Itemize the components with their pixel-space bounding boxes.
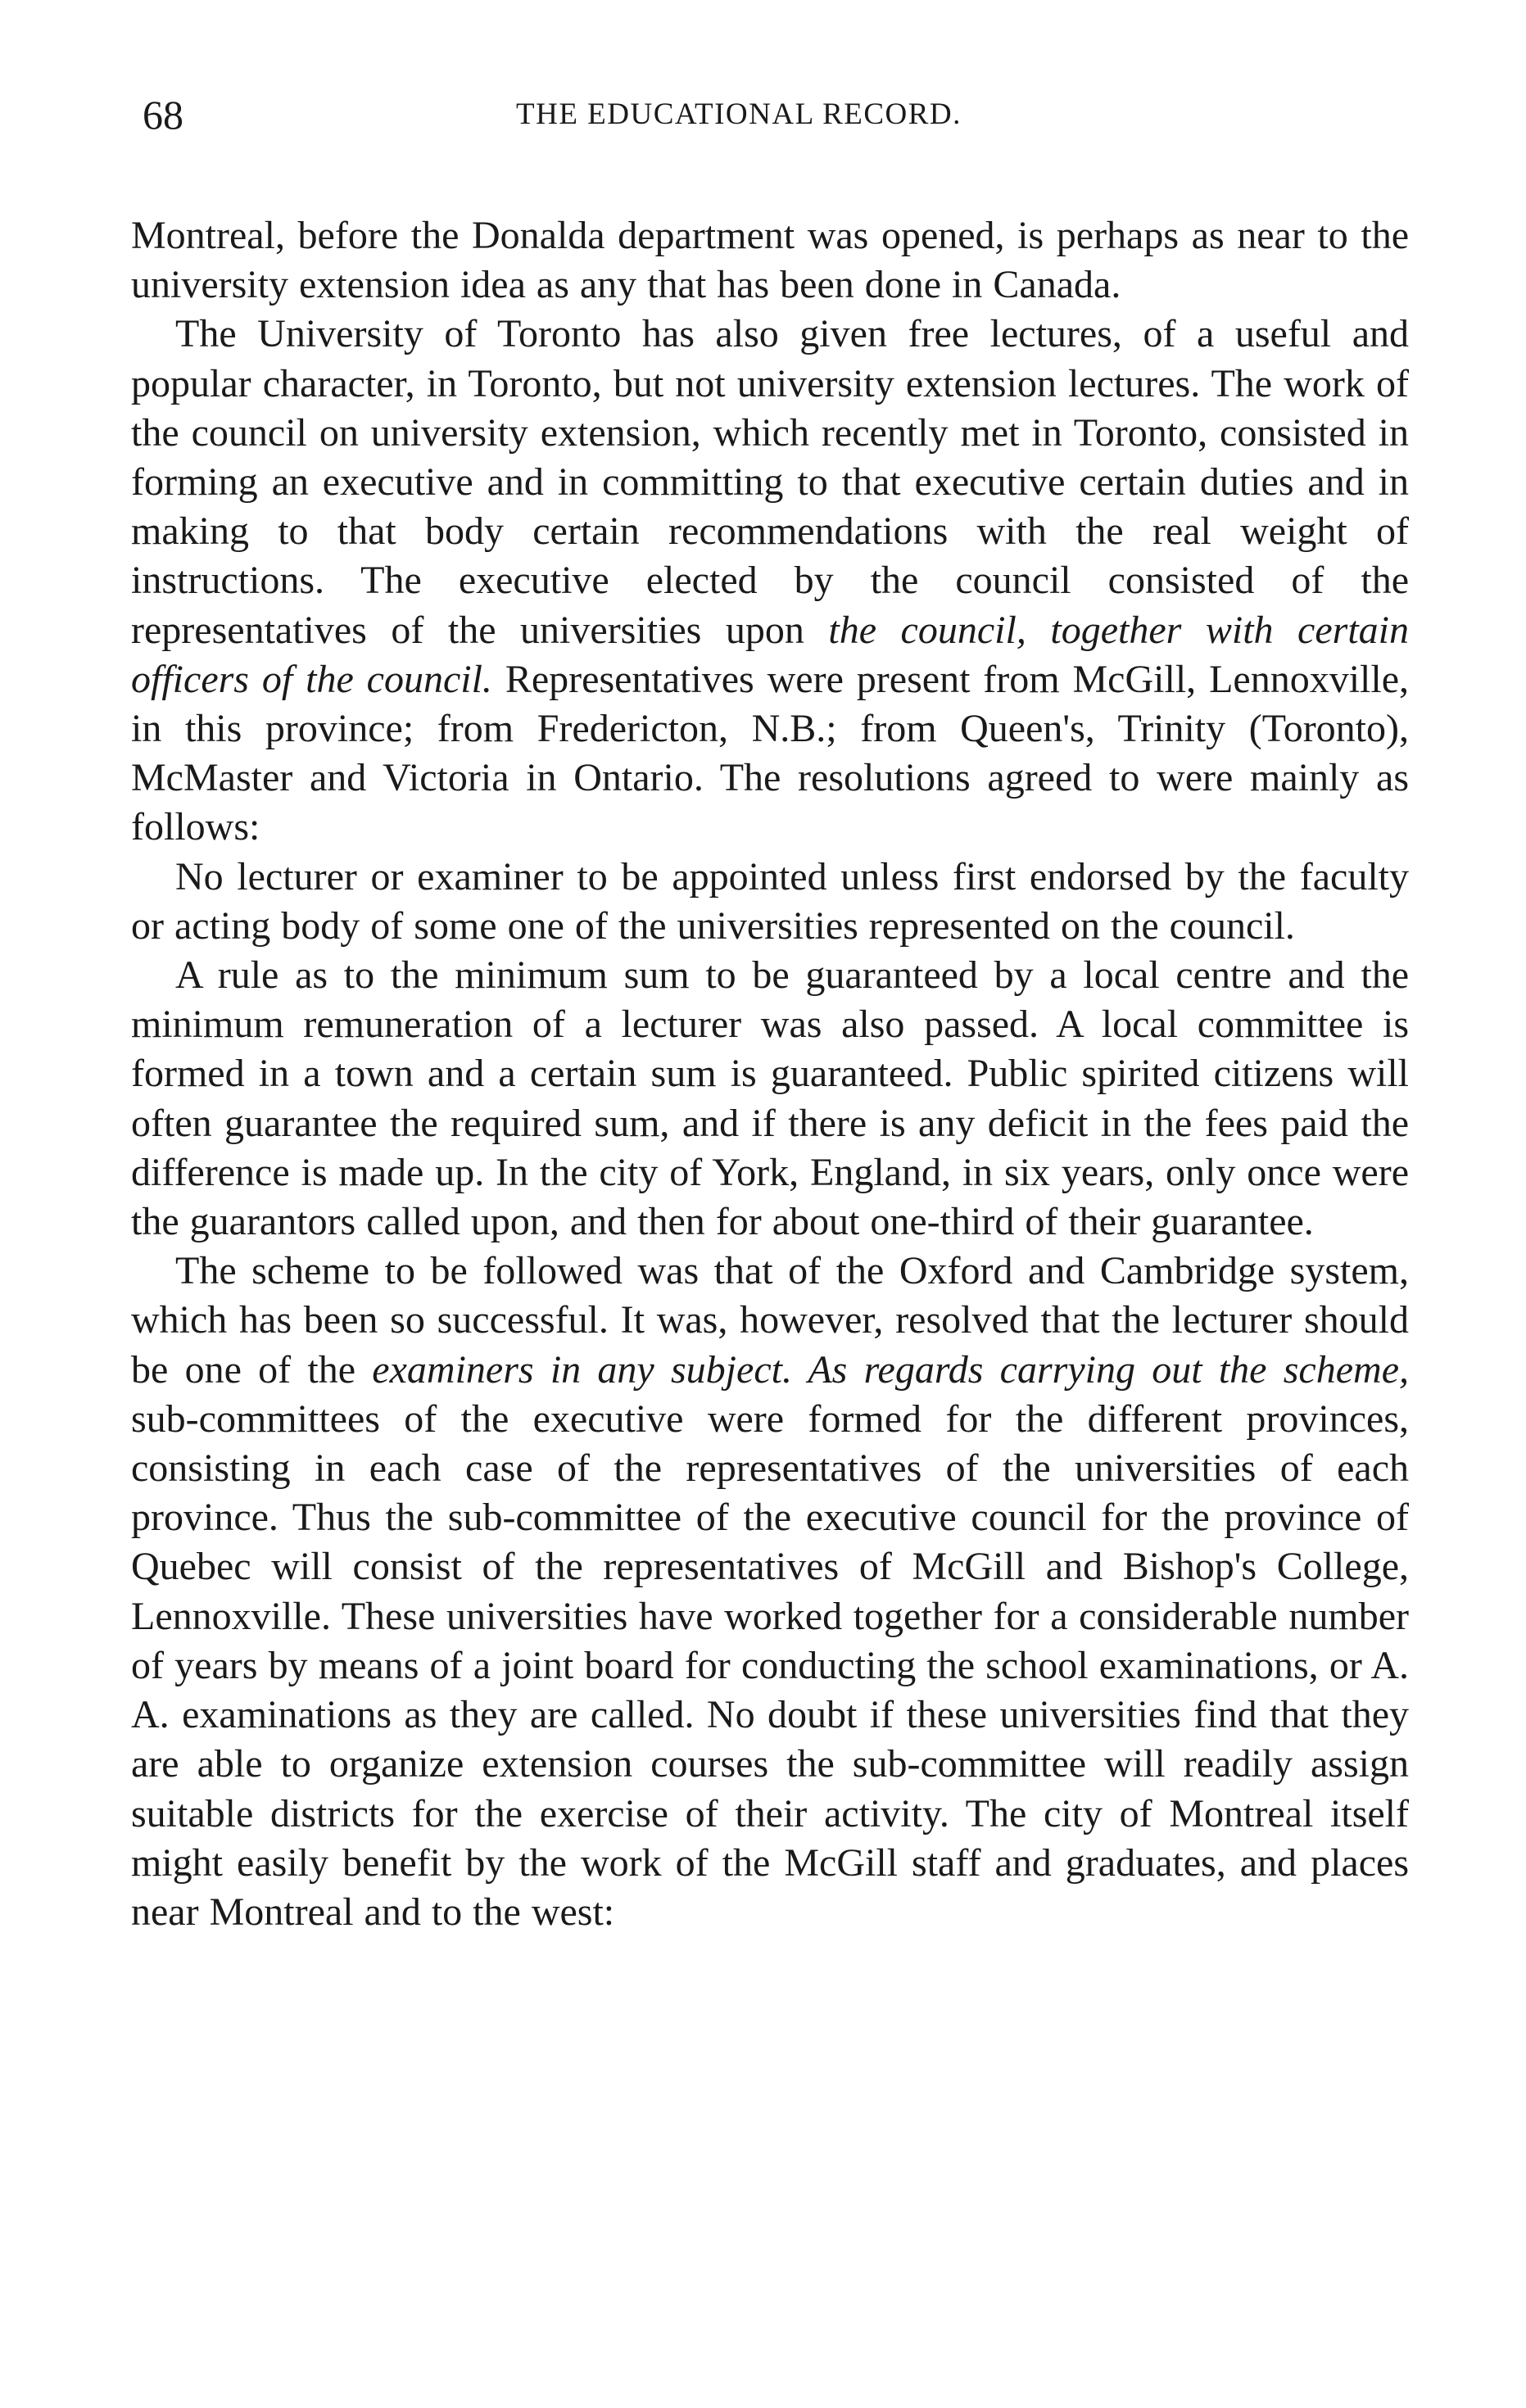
body-text [131, 211, 1409, 1937]
running-head: THE EDUCATIONAL RECORD. [516, 97, 962, 131]
paragraph-2-text-b: Representatives were present from McGill, Lennoxville, in this province; from Fredericton, N.B.; from Queen's, Trinity (Toronto), McMaster and Victoria in Ontario. The resolutions agreed to were mainly as follows: [131, 657, 1409, 849]
paragraph-2 [131, 310, 1409, 852]
paragraph-5 [131, 1247, 1409, 1937]
paragraph-2-italic: the council, together with certain officers of the council. [131, 608, 1410, 701]
page-number: 68 [143, 92, 183, 138]
paragraph-3: No lecturer or examiner to be appointed unless first endorsed by the faculty or acting body of some one of the universities represented on the council. [131, 854, 1409, 948]
paragraph-5-italic: examiners in any subject. As regards carrying out the scheme, [372, 1347, 1410, 1392]
paragraph-5-text-a: The scheme to be followed was that of the Oxford and Cambridge system, which has been so successful. It was, however, resolved that the lecturer should be one of the [131, 1249, 1409, 1392]
page-header [131, 82, 1409, 147]
paragraph-2-text-a: The University of Toronto has also given free lectures, of a useful and popular character, in Toronto, but not university extension lectures. The work of the council on university extension, which recently met in Toronto, consisted in forming an executive and in committing to that executive certain duties and in making to that body certain recommendations with the real weight of instructions. The executive elected by the council consisted of the representatives of the universities upon [131, 312, 1409, 652]
page [131, 82, 1409, 1937]
paragraph-1: Montreal, before the Donalda department was opened, is perhaps as near to the university extension idea as any that has been done in Canada. [131, 214, 1409, 307]
paragraph-4: A rule as to the minimum sum to be guaranteed by a local centre and the minimum remuneration of a lecturer was also passed. A local committee is formed in a town and a certain sum is guaranteed. Public spirited citizens will often guarantee the required sum, and if there is any deficit in the fees paid the difference is made up. In the city of York, England, in six years, only once were the guarantors called upon, and then for about one-third of their guarantee. [131, 953, 1409, 1244]
paragraph-5-text-b: sub-committees of the executive were formed for the different provinces, consisting in each case of the representatives of the universities of each province. Thus the sub-committee of the executive council for the province of Quebec will consist of the representatives of McGill and Bishop's College, Lennoxville. These universities have worked together for a considerable number of years by means of a joint board for conducting the school examinations, or A. A. examinations as they are called. No doubt if these universities find that they are able to organize extension courses the sub-committee will readily assign suitable districts for the exercise of their activity. The city of Montreal itself might easily benefit by the work of the McGill staff and graduates, and places near Montreal and to the west: [131, 1396, 1409, 1934]
